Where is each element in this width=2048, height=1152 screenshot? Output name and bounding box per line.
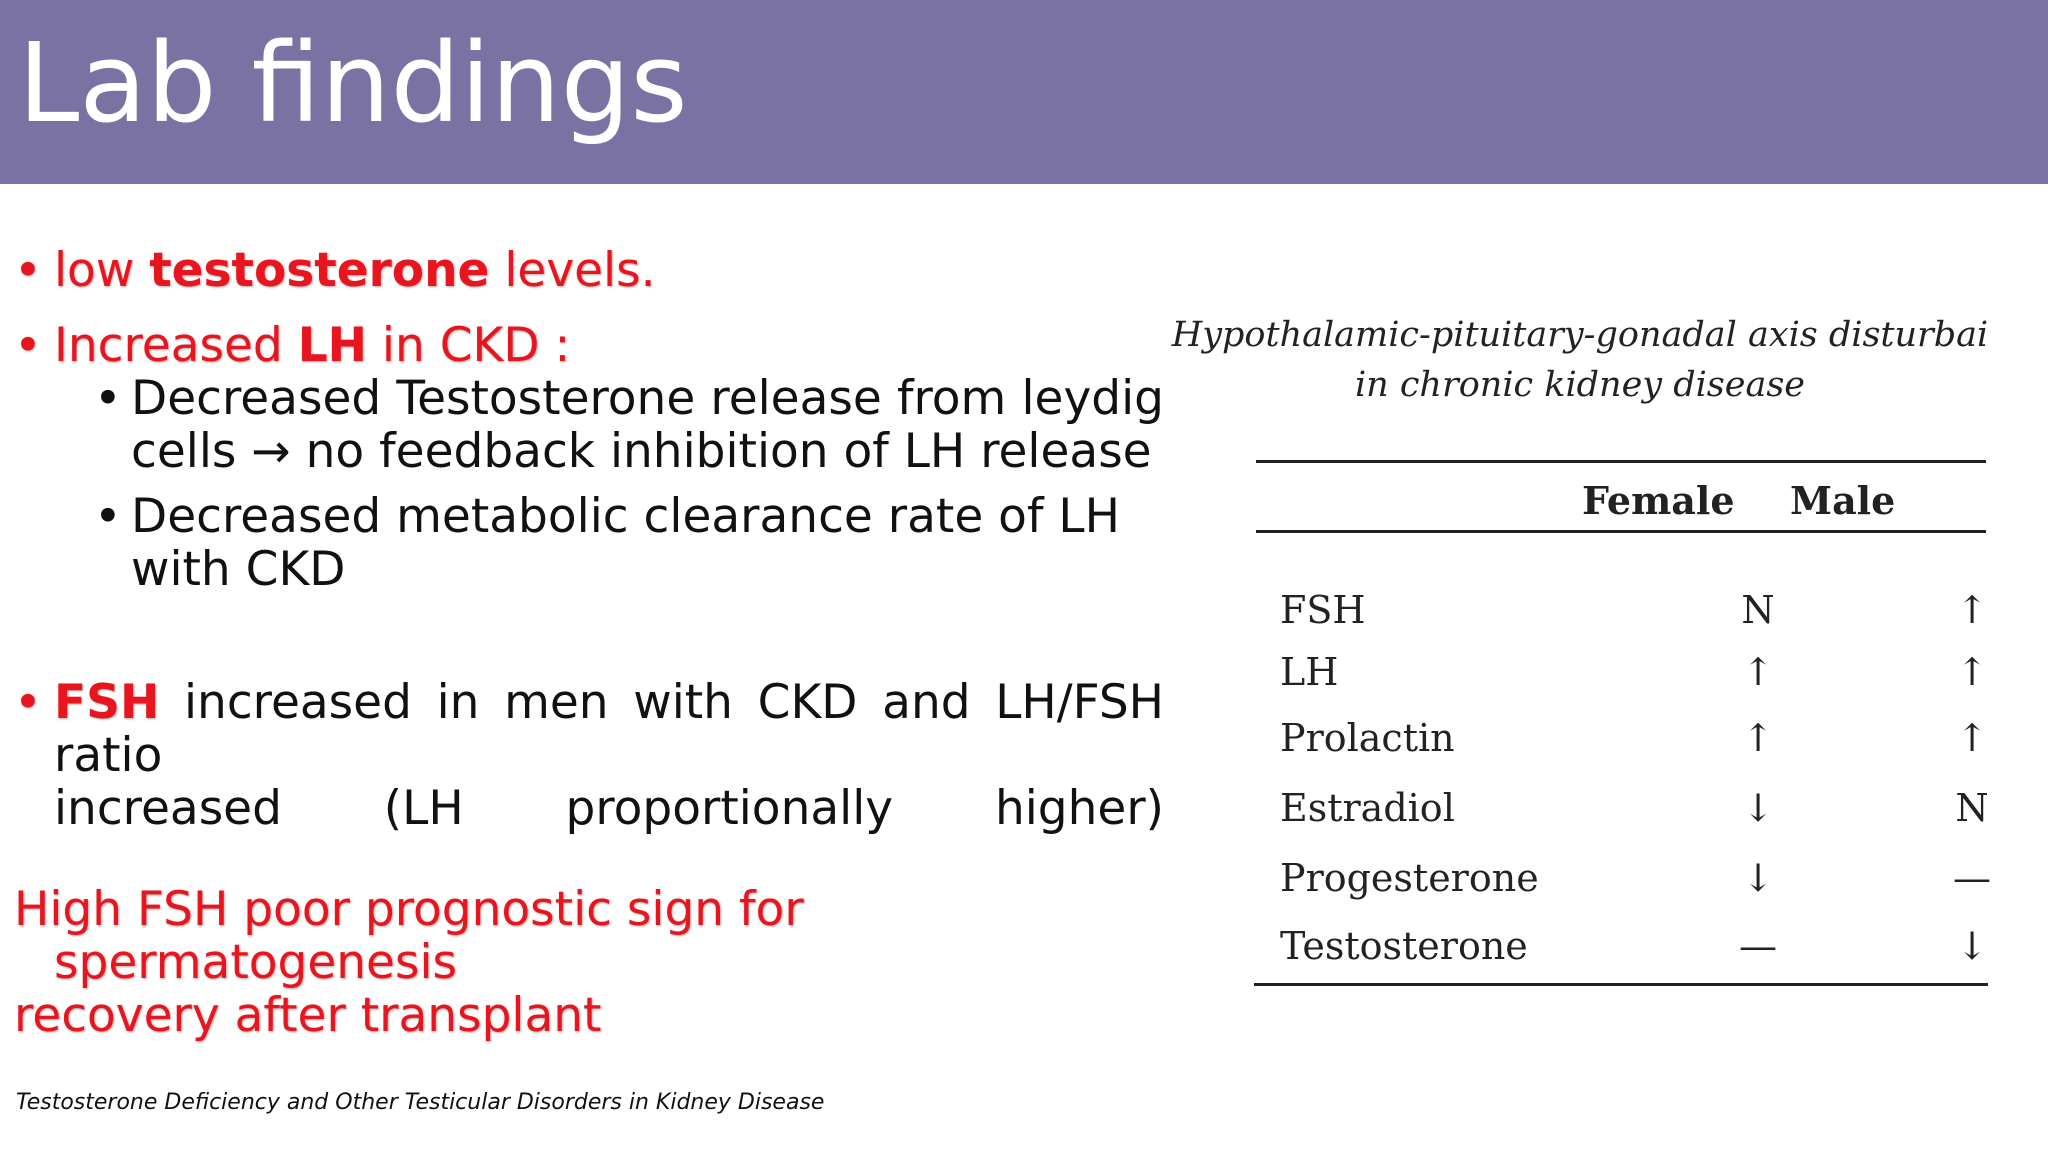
table-row — [1280, 716, 1990, 776]
sub-bullet-line: Decreased metabolic clearance rate of LH — [131, 489, 1120, 544]
title-bar — [0, 0, 2048, 184]
prognosis-line: recovery after transplant — [14, 988, 602, 1043]
row-label: LH — [1280, 650, 1339, 694]
bullet-text: low — [54, 243, 150, 298]
table-row — [1280, 786, 1990, 846]
female-value: ↑ — [1742, 650, 1774, 694]
column-header-male: Male — [1790, 478, 1896, 523]
female-value: — — [1739, 924, 1777, 968]
male-value: ↓ — [1956, 924, 1988, 968]
row-label: Testosterone — [1280, 924, 1528, 968]
table-caption-line: Hypothalamic-pituitary-gonadal axis disturbai — [1171, 315, 1989, 355]
male-value: — — [1953, 856, 1991, 900]
sub-bullet-line: Decreased Testosterone release from leydig — [131, 371, 1164, 426]
slide-title: Lab findings — [18, 19, 688, 147]
prognosis-paragraph — [14, 883, 1164, 1042]
male-value: ↑ — [1956, 588, 1988, 632]
male-value: ↑ — [1956, 716, 1988, 760]
bullet-text: increased in men with CKD and LH/FSH ratio — [54, 675, 1164, 783]
sub-bullet-testosterone-release — [14, 372, 1164, 478]
female-value: ↓ — [1742, 856, 1774, 900]
bullet-dot: • — [14, 318, 42, 373]
table-row — [1280, 856, 1990, 916]
table-row — [1280, 650, 1990, 710]
row-label: Estradiol — [1280, 786, 1455, 830]
citation: Testosterone Deficiency and Other Testicular Disorders in Kidney Disease — [16, 1090, 825, 1115]
female-value: ↑ — [1742, 716, 1774, 760]
bullet-bold-text: testosterone — [149, 243, 490, 298]
female-value: N — [1741, 588, 1775, 632]
prognosis-line: High FSH poor prognostic sign for spermatogenesis — [14, 882, 804, 990]
male-value: ↑ — [1956, 650, 1988, 694]
sub-bullet-line: with CKD — [131, 542, 346, 597]
table-row — [1280, 924, 1990, 984]
bullet-dot: • — [94, 489, 122, 544]
bullet-dot: • — [14, 675, 42, 730]
sub-bullet-line: cells → no feedback inhibition of LH release — [131, 424, 1152, 479]
bullet-dot: • — [94, 371, 122, 426]
bullet-bold-text: LH — [297, 318, 367, 373]
row-label: Prolactin — [1280, 716, 1455, 760]
table-bottom-rule — [1254, 983, 1988, 986]
bullet-fsh — [14, 676, 1164, 835]
bullet-increased-lh — [14, 319, 1164, 372]
bullet-text: increased (LH proportionally higher) — [54, 781, 1164, 836]
bullet-dot: • — [14, 243, 42, 298]
bullet-low-testosterone — [14, 244, 1164, 297]
table-row — [1280, 588, 1990, 648]
table-top-rule — [1256, 460, 1986, 463]
bullet-text: Increased — [54, 318, 298, 373]
bullet-text: in CKD : — [366, 318, 571, 373]
row-label: Progesterone — [1280, 856, 1539, 900]
female-value: ↓ — [1742, 786, 1774, 830]
column-header-female: Female — [1582, 478, 1735, 523]
slide-body — [14, 244, 1164, 1042]
bullet-bold-text: FSH — [54, 675, 160, 730]
row-label: FSH — [1280, 588, 1366, 632]
table-caption-line: in chronic kidney disease — [1354, 365, 1806, 405]
table-header-rule — [1256, 530, 1986, 533]
bullet-text: levels. — [489, 243, 656, 298]
male-value: N — [1955, 786, 1989, 830]
sub-bullet-clearance-rate — [14, 490, 1164, 596]
table-caption — [1160, 310, 2000, 410]
hormone-table — [1160, 310, 2000, 1010]
